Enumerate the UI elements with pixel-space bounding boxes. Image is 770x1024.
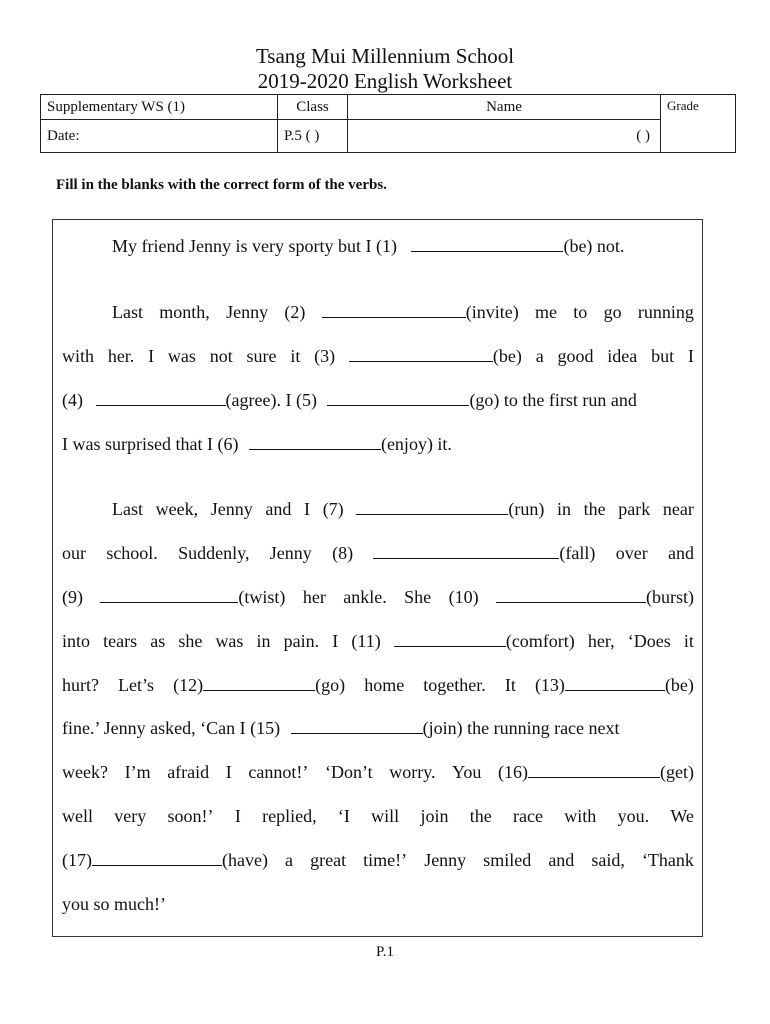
passage-line-2 <box>62 302 694 323</box>
passage-word: hurt? <box>62 675 99 695</box>
passage-line-15: you so much!’ <box>62 894 166 914</box>
answer-blank-5 <box>327 391 469 406</box>
school-name: Tsang Mui Millennium School <box>255 44 515 68</box>
passage-word: school. <box>106 543 158 563</box>
passage-word: you. <box>617 806 650 826</box>
passage-word: I <box>148 346 155 366</box>
date-label: Date: <box>41 120 278 153</box>
passage-word: (13) <box>534 675 565 695</box>
passage-line-10 <box>62 675 694 696</box>
passage-word: with <box>564 806 597 826</box>
passage-word: and <box>668 543 694 563</box>
passage-line-7 <box>62 543 694 564</box>
passage-word: (7) <box>322 499 344 519</box>
passage-word: park <box>618 499 651 519</box>
passage-word: our <box>62 543 86 563</box>
passage-word: over <box>615 543 648 563</box>
passage-word: Jenny <box>269 543 312 563</box>
passage-word: and <box>265 499 292 519</box>
passage-word: Last <box>112 302 143 322</box>
class-label: Class <box>278 95 348 120</box>
answer-blank-7 <box>356 500 508 515</box>
passage-word: but <box>651 346 675 366</box>
passage-word <box>349 346 522 367</box>
passage-word: a <box>535 346 544 366</box>
passage-word: her, <box>587 631 615 651</box>
passage-word: (run) <box>508 499 545 519</box>
passage-word: (invite) <box>465 302 519 322</box>
passage-word: soon!’ <box>167 806 214 826</box>
passage-word: I <box>304 499 311 519</box>
passage-word: She <box>404 587 432 607</box>
passage-line-12 <box>62 762 694 783</box>
instruction: Fill in the blanks with the correct form of the verbs. <box>56 177 387 193</box>
passage-word: I <box>332 631 339 651</box>
answer-blank-12 <box>203 676 315 691</box>
passage-word: You <box>452 762 482 782</box>
passage-word: (enjoy) it. <box>380 434 452 454</box>
passage-box <box>52 219 703 937</box>
answer-blank-16 <box>528 763 660 778</box>
passage-word: (11) <box>351 631 381 651</box>
passage-word: (16) <box>497 762 528 782</box>
passage-word: (2) <box>284 302 306 322</box>
passage-word: (go) to the first run and <box>469 390 637 410</box>
passage-word: It <box>504 675 516 695</box>
passage-word: (17) <box>62 850 92 870</box>
passage-word: I was surprised that I (6) <box>62 434 239 454</box>
passage-word: Jenny <box>210 499 253 519</box>
answer-blank-9 <box>100 588 238 603</box>
passage-word: ‘I <box>337 806 350 826</box>
passage-word <box>498 762 694 783</box>
passage-word: We <box>670 806 694 826</box>
passage-word: I’m <box>124 762 151 782</box>
passage-word: (burst) <box>646 587 694 607</box>
answer-blank-2 <box>322 303 466 318</box>
name-label: Name <box>348 95 661 120</box>
passage-word: into <box>62 631 91 651</box>
answer-blank-15 <box>291 719 423 734</box>
passage-word: go <box>603 302 622 322</box>
passage-word: week, <box>155 499 199 519</box>
grade-label: Grade <box>661 95 736 153</box>
passage-line-11 <box>62 718 694 739</box>
passage-word <box>373 543 595 564</box>
passage-word: ‘Does <box>627 631 671 651</box>
answer-blank-11 <box>394 632 506 647</box>
passage-word <box>356 499 544 520</box>
passage-word: said, <box>591 850 625 870</box>
passage-line-13 <box>62 806 694 827</box>
student-info-table <box>40 94 736 153</box>
page-number: P.1 <box>376 944 394 960</box>
passage-word: with <box>62 346 95 366</box>
passage-word: ankle. <box>343 587 387 607</box>
passage-word: Suddenly, <box>178 543 250 563</box>
passage-word: (8) <box>332 543 354 563</box>
passage-word: (be) <box>492 346 522 366</box>
passage-word: I <box>687 346 694 366</box>
answer-blank-10 <box>496 588 646 603</box>
passage-word: in <box>256 631 271 651</box>
passage-word: Jenny <box>424 850 467 870</box>
passage-word: (get) <box>659 762 694 782</box>
passage-word: running <box>637 302 694 322</box>
passage-word: her <box>302 587 326 607</box>
answer-blank-4 <box>96 391 226 406</box>
passage-word: near <box>662 499 694 519</box>
passage-word: pain. <box>283 631 320 651</box>
passage-word: (4) <box>62 390 83 410</box>
passage-word: not <box>209 346 233 366</box>
passage-word: to <box>573 302 588 322</box>
passage-line-8 <box>62 587 694 608</box>
passage-word: good <box>557 346 594 366</box>
passage-word: Last <box>112 499 143 519</box>
passage-word: (10) <box>448 587 479 607</box>
passage-word: a <box>285 850 294 870</box>
passage-word: (join) the running race next <box>422 718 620 738</box>
passage-line-9 <box>62 631 694 652</box>
answer-blank-1 <box>411 237 563 252</box>
passage-word: Jenny <box>226 302 269 322</box>
passage-line-14 <box>62 850 694 871</box>
answer-blank-17 <box>92 851 222 866</box>
passage-line-3 <box>62 346 694 367</box>
passage-word <box>535 675 694 696</box>
passage-word: me <box>534 302 557 322</box>
passage-word: will <box>371 806 400 826</box>
passage-word: (comfort) <box>505 631 575 651</box>
passage-word: great <box>310 850 347 870</box>
passage-word: it <box>683 631 694 651</box>
passage-word <box>394 631 575 652</box>
passage-word: month, <box>159 302 210 322</box>
passage-word: (agree). I (5) <box>225 390 317 410</box>
passage-word: (9) <box>62 587 83 607</box>
passage-word: afraid <box>167 762 210 782</box>
passage-word: and <box>548 850 575 870</box>
passage-word: join <box>420 806 449 826</box>
passage-word: (have) <box>222 850 268 870</box>
passage-word <box>322 302 519 323</box>
passage-word: (fall) <box>559 543 596 563</box>
passage-word: the <box>469 806 492 826</box>
passage-word: was <box>215 631 244 651</box>
passage-word: race <box>513 806 543 826</box>
passage-word: (twist) <box>238 587 286 607</box>
name-field <box>348 120 661 153</box>
answer-blank-13 <box>565 676 665 691</box>
passage-word: it <box>290 346 301 366</box>
passage-word: (go) <box>315 675 346 695</box>
answer-blank-8 <box>373 544 559 559</box>
passage-word: (3) <box>314 346 336 366</box>
passage-word: in <box>556 499 571 519</box>
passage-word: (be) <box>664 675 694 695</box>
passage-word: well <box>62 806 93 826</box>
passage-word: (be) not. <box>563 236 625 256</box>
passage-word: idea <box>607 346 638 366</box>
class-number-paren: ( ) <box>636 127 650 144</box>
passage-word: she <box>178 631 203 651</box>
passage-word <box>62 850 268 871</box>
passage-word: I <box>225 762 232 782</box>
class-value: P.5 ( ) <box>278 120 348 153</box>
passage-line-4 <box>62 390 694 411</box>
passage-word: home <box>364 675 405 695</box>
passage-word: as <box>150 631 166 651</box>
passage-word: her. <box>107 346 135 366</box>
passage-word: ‘Thank <box>641 850 694 870</box>
passage-word: the <box>583 499 606 519</box>
passage-word: very <box>114 806 147 826</box>
passage-word: My friend Jenny is very sporty but I (1) <box>112 236 397 256</box>
passage-word: Let’s <box>118 675 155 695</box>
passage-word: tears <box>103 631 138 651</box>
passage-line-5 <box>62 434 694 455</box>
passage-word <box>173 675 345 696</box>
passage-word: I <box>234 806 241 826</box>
answer-blank-6 <box>249 435 381 450</box>
passage-word: worry. <box>389 762 436 782</box>
answer-blank-3 <box>349 347 493 362</box>
passage-word: together. <box>423 675 486 695</box>
passage-line-6 <box>62 499 694 520</box>
passage-line-1 <box>62 236 694 257</box>
passage-word: was <box>167 346 196 366</box>
passage-word: time!’ <box>363 850 408 870</box>
passage-word <box>100 587 285 608</box>
passage-word: cannot!’ <box>248 762 309 782</box>
worksheet-title: 2019-2020 English Worksheet <box>257 69 513 93</box>
passage-word: smiled <box>483 850 532 870</box>
ws-label: Supplementary WS (1) <box>41 95 278 120</box>
passage-word: replied, <box>262 806 317 826</box>
passage-word: ‘Don’t <box>324 762 373 782</box>
passage-word <box>496 587 694 608</box>
passage-word: (12) <box>173 675 204 695</box>
passage-word: week? <box>62 762 108 782</box>
passage-word: sure <box>246 346 277 366</box>
passage-word: fine.’ Jenny asked, ‘Can I (15) <box>62 718 281 738</box>
